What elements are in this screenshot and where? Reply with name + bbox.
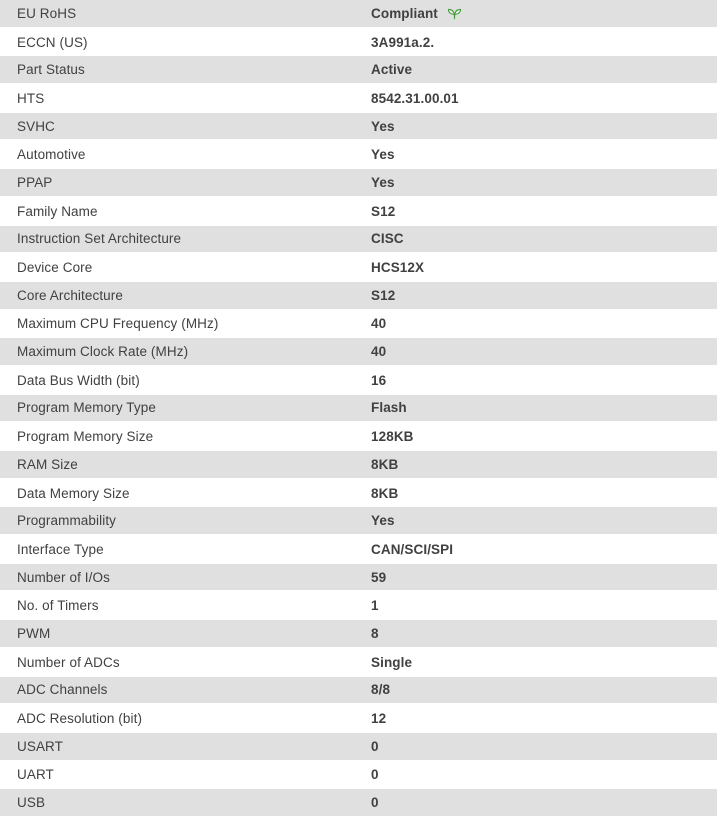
table-row [0,788,717,818]
table-row [0,423,717,450]
spec-value: Yes [371,147,395,163]
table-row [0,480,717,507]
table-row [0,506,717,536]
table-row [0,85,717,112]
table-row [0,281,717,311]
spec-label: SVHC [17,118,55,134]
spec-value: 8542.31.00.01 [371,90,459,106]
spec-label: Program Memory Type [17,400,156,416]
spec-value: 3A991a.2. [371,34,435,50]
spec-value: 8KB [371,456,399,472]
table-row [0,450,717,480]
spec-value: 0 [371,738,379,754]
spec-label: HTS [17,90,45,106]
spec-value: S12 [371,287,396,303]
spec-value: 40 [371,344,387,360]
spec-value: Yes [371,174,395,190]
table-row [0,141,717,168]
table-row [0,112,717,142]
table-row [0,394,717,424]
spec-value: 0 [371,795,379,811]
spec-label: USART [17,738,64,754]
table-row [0,619,717,649]
spec-value: 8KB [371,485,399,501]
spec-value: 40 [371,316,387,332]
spec-label: Data Memory Size [17,485,130,501]
table-row [0,225,717,255]
spec-label: Family Name [17,203,98,219]
spec-value: Flash [371,400,407,416]
table-row [0,311,717,338]
spec-value: Active [371,62,413,78]
table-row [0,762,717,789]
table-row [0,676,717,706]
table-row [0,592,717,619]
spec-value: 0 [371,767,379,783]
spec-label: RAM Size [17,456,78,472]
table-row [0,563,717,593]
spec-value: Single [371,654,413,670]
spec-label: ADC Resolution (bit) [17,711,143,727]
spec-label: Automotive [17,147,86,163]
spec-value: CISC [371,231,404,247]
spec-label: UART [17,767,54,783]
spec-label: Number of ADCs [17,654,120,670]
spec-label: Device Core [17,260,93,276]
table-row [0,536,717,563]
spec-value: 16 [371,372,387,388]
table-row [0,29,717,56]
spec-label: Maximum Clock Rate (MHz) [17,344,189,360]
table-row [0,649,717,676]
spec-value: 128KB [371,429,414,445]
spec-label: PPAP [17,174,53,190]
spec-value: Compliant [371,5,438,21]
spec-value: CAN/SCI/SPI [371,541,454,557]
spec-label: ECCN (US) [17,34,88,50]
spec-label: Part Status [17,62,85,78]
eco-leaf-icon[interactable] [447,6,462,21]
spec-label: USB [17,795,46,811]
spec-label: ADC Channels [17,682,108,698]
table-row [0,254,717,281]
table-row [0,367,717,394]
spec-label: Data Bus Width (bit) [17,372,140,388]
spec-label: PWM [17,625,51,641]
spec-label: Interface Type [17,541,104,557]
spec-label: Program Memory Size [17,429,154,445]
table-row [0,55,717,85]
table-row [0,732,717,762]
table-row [0,0,717,29]
table-row [0,705,717,732]
table-row [0,198,717,225]
table-row [0,337,717,367]
spec-label: Maximum CPU Frequency (MHz) [17,316,219,332]
spec-label: EU RoHS [17,5,77,21]
spec-value: HCS12X [371,260,425,276]
spec-value: 8 [371,625,379,641]
spec-value: Yes [371,118,395,134]
spec-value: 1 [371,598,379,614]
spec-label: No. of Timers [17,598,99,614]
spec-label: Number of I/Os [17,569,110,585]
spec-value: 8/8 [371,682,391,698]
spec-label: Core Architecture [17,287,123,303]
spec-value: Yes [371,513,395,529]
spec-label: Programmability [17,513,117,529]
spec-label: Instruction Set Architecture [17,231,182,247]
spec-value: S12 [371,203,396,219]
spec-value: 59 [371,569,387,585]
spec-value: 12 [371,711,387,727]
table-row [0,168,717,198]
